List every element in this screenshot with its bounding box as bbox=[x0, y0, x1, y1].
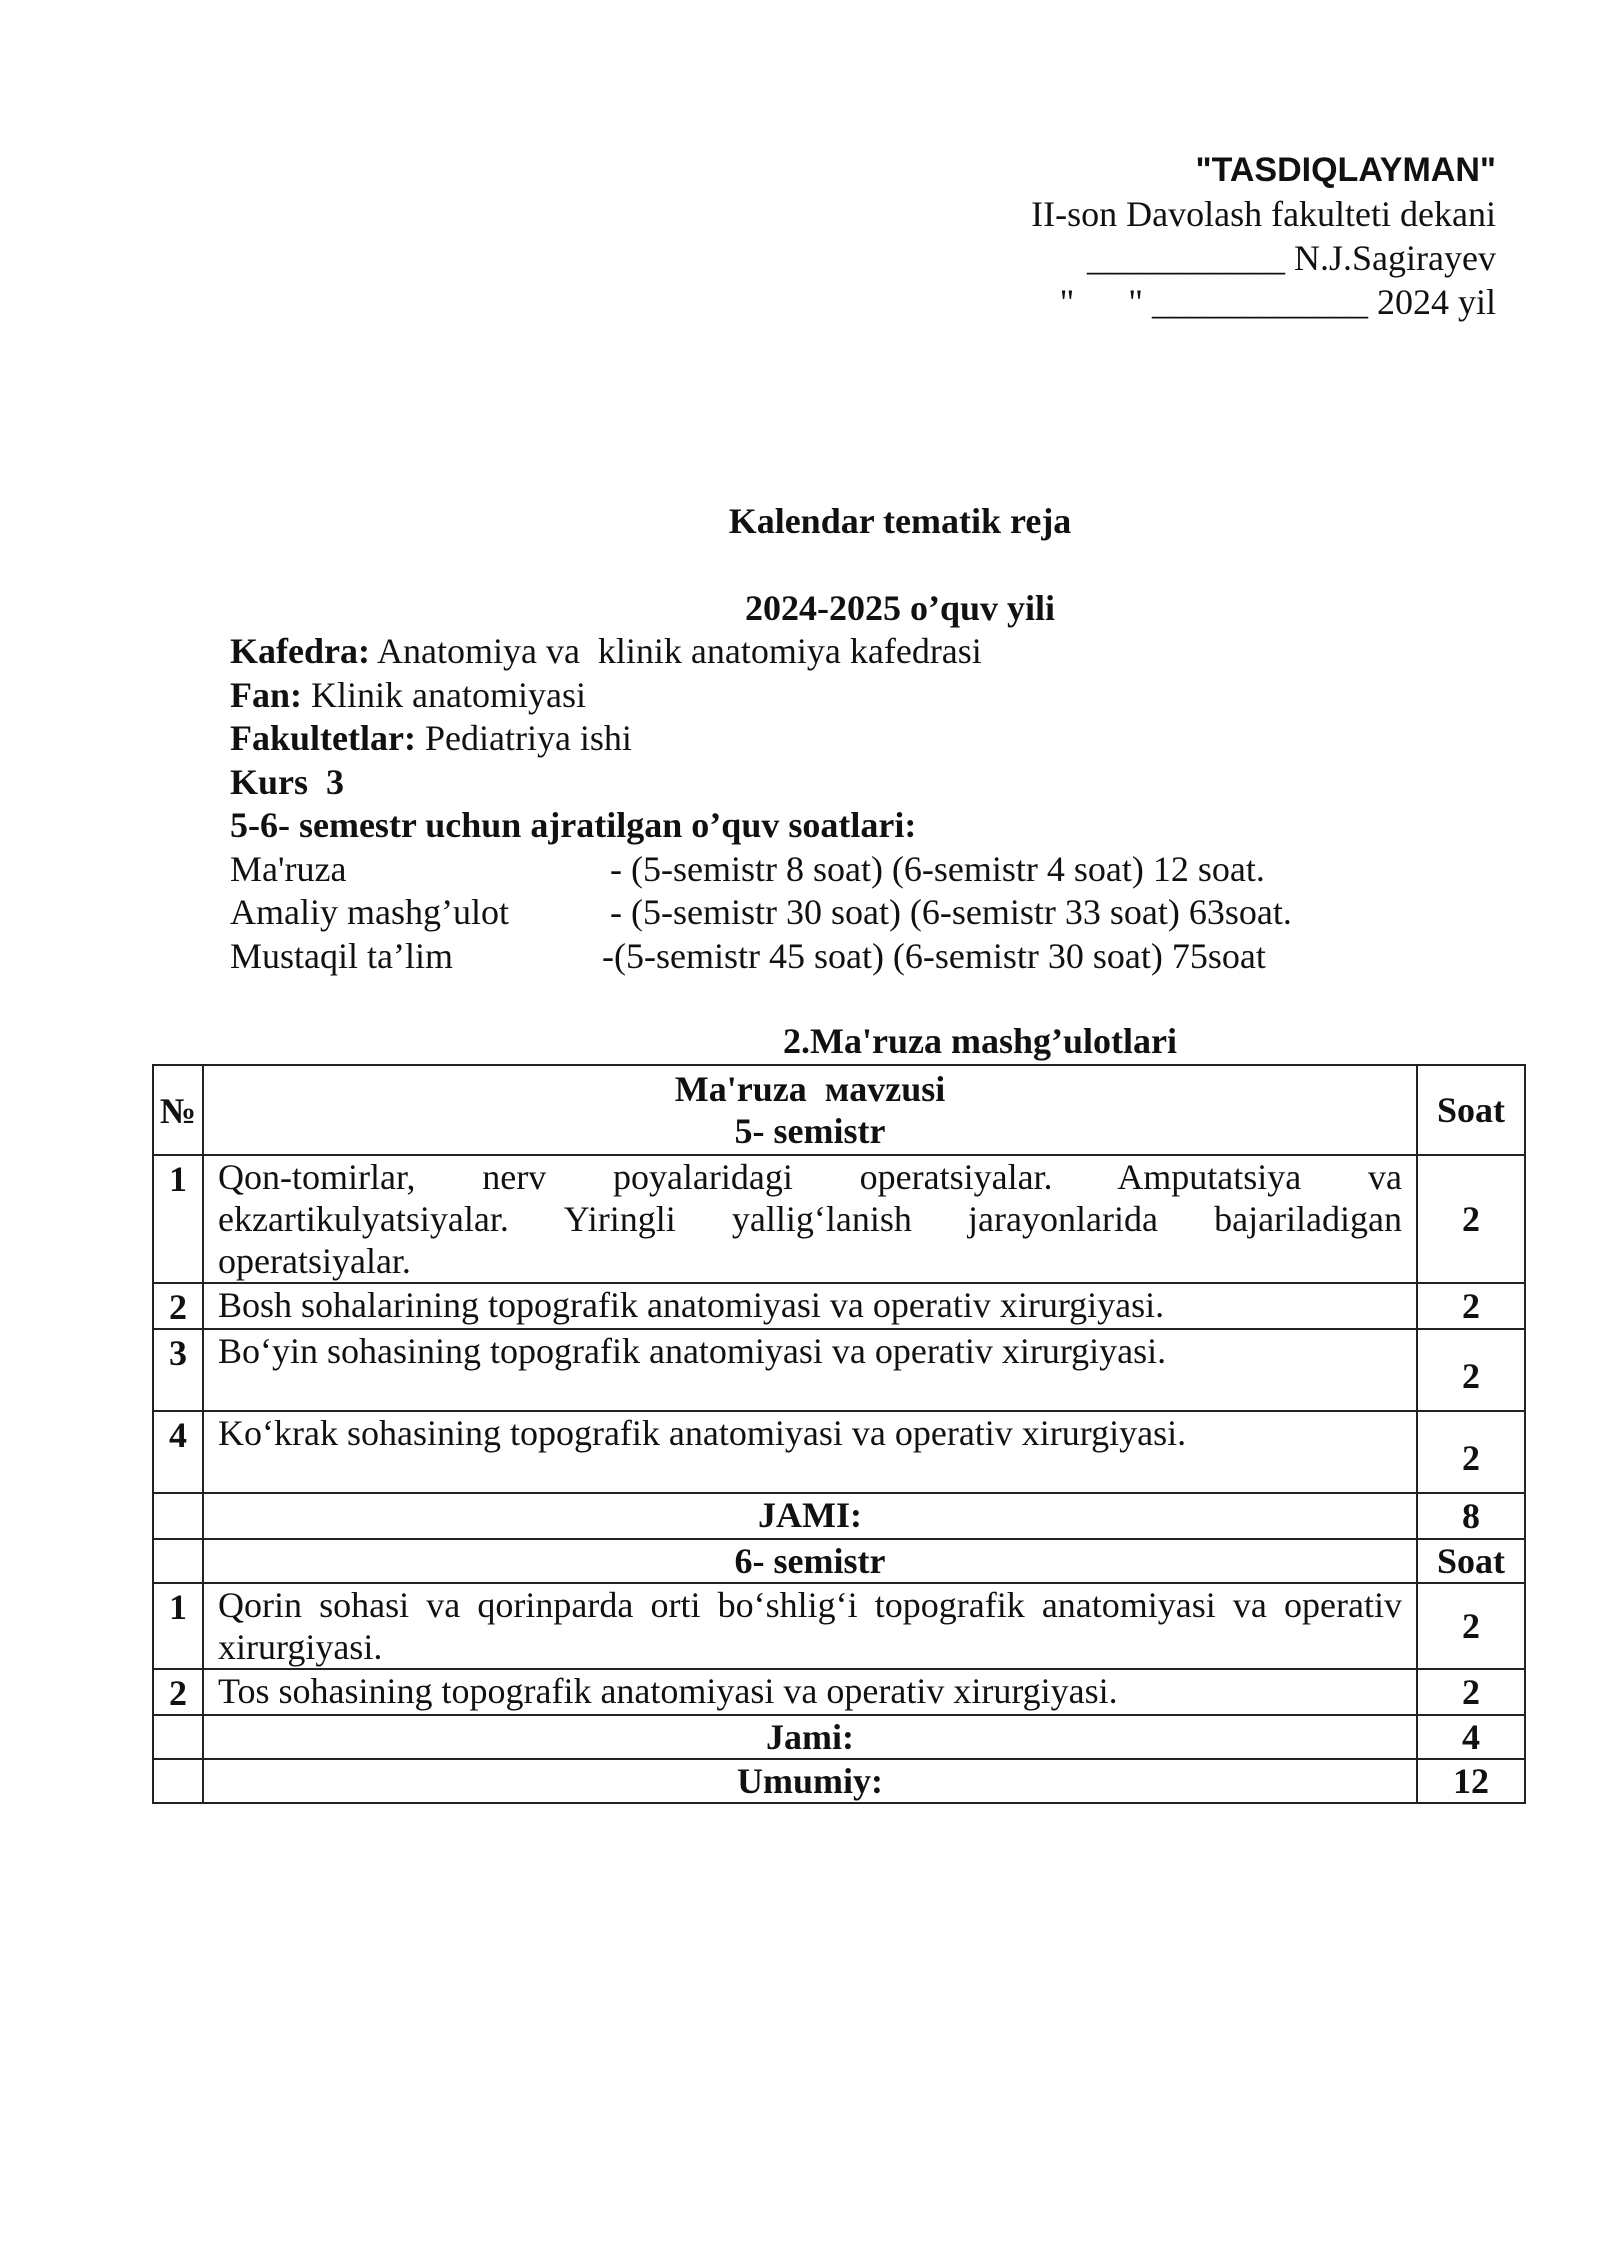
header-topic bbox=[203, 1065, 1417, 1155]
jami-row bbox=[153, 1715, 1525, 1759]
row-topic: Bosh sohalarining topografik anatomiyasi va operativ xirurgiyasi. bbox=[203, 1283, 1417, 1329]
row-soat: 2 bbox=[1417, 1283, 1525, 1329]
approval-heading: "TASDIQLAYMAN" bbox=[1195, 151, 1496, 189]
row-num: 3 bbox=[153, 1329, 203, 1411]
semester5-label: 5- semistr bbox=[734, 1111, 886, 1151]
hours-row-mustaqil bbox=[230, 935, 1430, 979]
umumiy-label: Umumiy: bbox=[203, 1759, 1417, 1803]
empty-cell bbox=[153, 1493, 203, 1539]
semester6-row bbox=[153, 1539, 1525, 1583]
hours-row-amaliy bbox=[230, 891, 1430, 935]
empty-cell bbox=[153, 1759, 203, 1803]
fakultet-row bbox=[230, 717, 1430, 761]
header-soat: Soat bbox=[1417, 1065, 1525, 1155]
kurs-label: Kurs 3 bbox=[230, 761, 345, 802]
hours-row-maruza bbox=[230, 848, 1430, 892]
jami-row bbox=[153, 1493, 1525, 1539]
row-soat: 2 bbox=[1417, 1155, 1525, 1283]
row-num: 1 bbox=[153, 1155, 203, 1283]
row-num: 1 bbox=[153, 1583, 203, 1669]
fan-value: Klinik anatomiyasi bbox=[302, 674, 586, 715]
row-soat: 2 bbox=[1417, 1583, 1525, 1669]
fan-row bbox=[230, 674, 1430, 718]
hours-value: -(5-semistr 45 soat) (6-semistr 30 soat) 75soat bbox=[602, 935, 1266, 976]
table-row bbox=[153, 1669, 1525, 1715]
course-info bbox=[230, 630, 1430, 978]
hours-label: Mustaqil ta’lim bbox=[230, 935, 453, 976]
row-soat: 2 bbox=[1417, 1411, 1525, 1493]
semester6-soat: Soat bbox=[1417, 1539, 1525, 1583]
fakultet-value: Pediatriya ishi bbox=[415, 718, 632, 758]
row-topic: Qorin sohasi va qorinparda orti bo‘shlig‘i topografik anatomiyasi va operativ xirurgiyasi. bbox=[203, 1583, 1417, 1669]
row-topic: Ko‘krak sohasining topografik anatomiyasi va operativ xirurgiyasi. bbox=[203, 1411, 1417, 1493]
row-soat: 2 bbox=[1417, 1329, 1525, 1411]
umumiy-row bbox=[153, 1759, 1525, 1803]
row-topic: Tos sohasining topografik anatomiyasi va operativ xirurgiyasi. bbox=[203, 1669, 1417, 1715]
header-topic-label: Ma'ruza мavzusi bbox=[674, 1069, 946, 1109]
table-row bbox=[153, 1329, 1525, 1411]
hours-value: - (5-semistr 30 soat) (6-semistr 33 soat) 63soat. bbox=[610, 892, 1292, 932]
header-num: № bbox=[153, 1065, 203, 1155]
academic-year: 2024-2025 o’quv yili bbox=[744, 588, 1056, 628]
approval-block bbox=[1031, 148, 1496, 324]
kafedra-row bbox=[230, 630, 1430, 674]
jami-value: 4 bbox=[1417, 1715, 1525, 1759]
row-num: 2 bbox=[153, 1283, 203, 1329]
kafedra-value: Anatomiya va klinik anatomiya kafedrasi bbox=[369, 631, 982, 671]
row-topic: Qon-tomirlar, nerv poyalaridagi operatsiyalar. Amputatsiya va ekzartikulyatsiyalar. Yiringli yallig‘lanish jarayonlarida bajariladigan operatsiyalar. bbox=[203, 1155, 1417, 1283]
jami-label: Jami: bbox=[203, 1715, 1417, 1759]
umumiy-value: 12 bbox=[1417, 1759, 1525, 1803]
table-row bbox=[153, 1155, 1525, 1283]
jami-label: JAMI: bbox=[203, 1493, 1417, 1539]
fakultet-label: Fakultetlar: bbox=[230, 718, 416, 758]
document-title: Kalendar tematik reja bbox=[728, 501, 1072, 541]
row-soat: 2 bbox=[1417, 1669, 1525, 1715]
kurs-row bbox=[230, 761, 1430, 805]
hours-value: - (5-semistr 8 soat) (6-semistr 4 soat) 12 soat. bbox=[610, 848, 1265, 889]
empty-cell bbox=[153, 1715, 203, 1759]
jami-value: 8 bbox=[1417, 1493, 1525, 1539]
semester6-label: 6- semistr bbox=[203, 1539, 1417, 1583]
fan-label: Fan: bbox=[230, 674, 302, 715]
table-row bbox=[153, 1411, 1525, 1493]
hours-label: Ma'ruza bbox=[230, 848, 347, 889]
row-num: 4 bbox=[153, 1411, 203, 1493]
hours-heading bbox=[230, 804, 1430, 848]
hours-label: Amaliy mashg’ulot bbox=[230, 892, 509, 932]
hours-heading-text: 5-6- semestr uchun ajratilgan o’quv soatlari: bbox=[230, 805, 917, 845]
table-caption: 2.Ma'ruza mashg’ulotlari bbox=[783, 1021, 1177, 1061]
approval-signature: ___________ N.J.Sagirayev bbox=[1087, 238, 1496, 278]
table-row bbox=[153, 1283, 1525, 1329]
table-header-row bbox=[153, 1065, 1525, 1155]
approval-position: II-son Davolash fakulteti dekani bbox=[1031, 194, 1496, 234]
kafedra-label: Kafedra: bbox=[230, 631, 370, 671]
row-num: 2 bbox=[153, 1669, 203, 1715]
empty-cell bbox=[153, 1539, 203, 1583]
lecture-table bbox=[152, 1064, 1526, 1804]
approval-date: " " ____________ 2024 yil bbox=[1059, 282, 1496, 322]
row-topic: Bo‘yin sohasining topografik anatomiyasi va operativ xirurgiyasi. bbox=[203, 1329, 1417, 1411]
table-row bbox=[153, 1583, 1525, 1669]
